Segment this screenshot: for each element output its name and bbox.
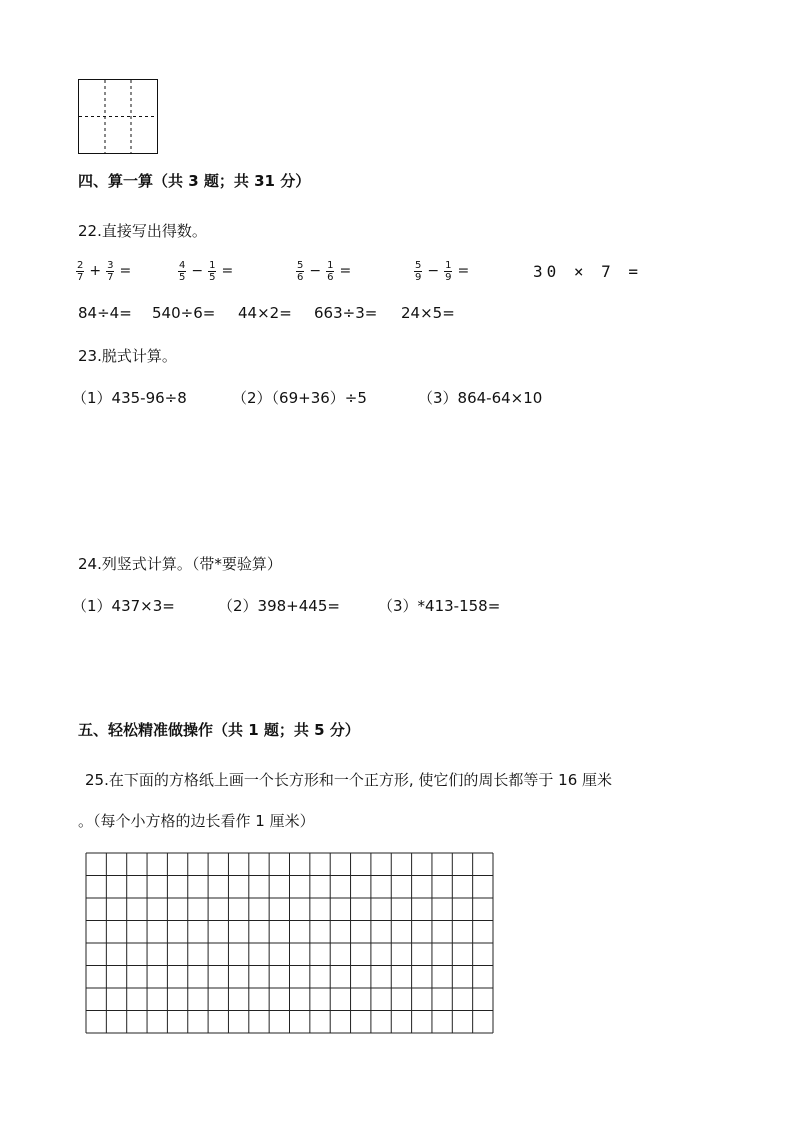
question-24-item-3: （3）*413-158=: [378, 597, 501, 615]
square-grid-paper[interactable]: [85, 852, 495, 1034]
fraction-expression-2: $\frac{4}{5}$ − $\frac{1}{5}$ =: [179, 259, 234, 283]
section-5-title: 五、轻松精准做操作（共 1 题；共 5 分）: [78, 721, 360, 739]
question-23-item-2: （2）（69+36）÷5: [232, 389, 367, 407]
question-25-line-1: 25.在下面的方格纸上画一个长方形和一个正方形, 使它们的周长都等于 16 厘米: [85, 771, 613, 789]
question-23-title: 23.脱式计算。: [78, 347, 177, 365]
fraction-expression-3: $\frac{5}{6}$ − $\frac{1}{6}$ =: [297, 259, 352, 283]
mental-math-4: 663÷3=: [314, 304, 378, 322]
mental-math-5: 24×5=: [401, 304, 455, 322]
multiplication-expression: 30 × 7 =: [533, 262, 643, 281]
mental-math-3: 44×2=: [238, 304, 292, 322]
question-22-title: 22.直接写出得数。: [78, 222, 207, 240]
dashed-writing-grid: [78, 79, 158, 154]
question-25-line-2: 。（每个小方格的边长看作 1 厘米）: [78, 812, 315, 830]
question-24-title: 24.列竖式计算。（带*要验算）: [78, 555, 282, 573]
mental-math-1: 84÷4=: [78, 304, 132, 322]
question-24-item-2: （2）398+445=: [218, 597, 340, 615]
question-23-item-3: （3）864-64×10: [418, 389, 543, 407]
fraction-expression-4: $\frac{5}{9}$ − $\frac{1}{9}$ =: [415, 259, 470, 283]
fraction-expression-1: $\frac{2}{7}$ + $\frac{3}{7}$ =: [77, 259, 132, 283]
question-23-item-1: （1）435-96÷8: [72, 389, 187, 407]
section-4-title: 四、算一算（共 3 题；共 31 分）: [78, 172, 311, 190]
question-24-item-1: （1）437×3=: [72, 597, 175, 615]
mental-math-2: 540÷6=: [152, 304, 216, 322]
